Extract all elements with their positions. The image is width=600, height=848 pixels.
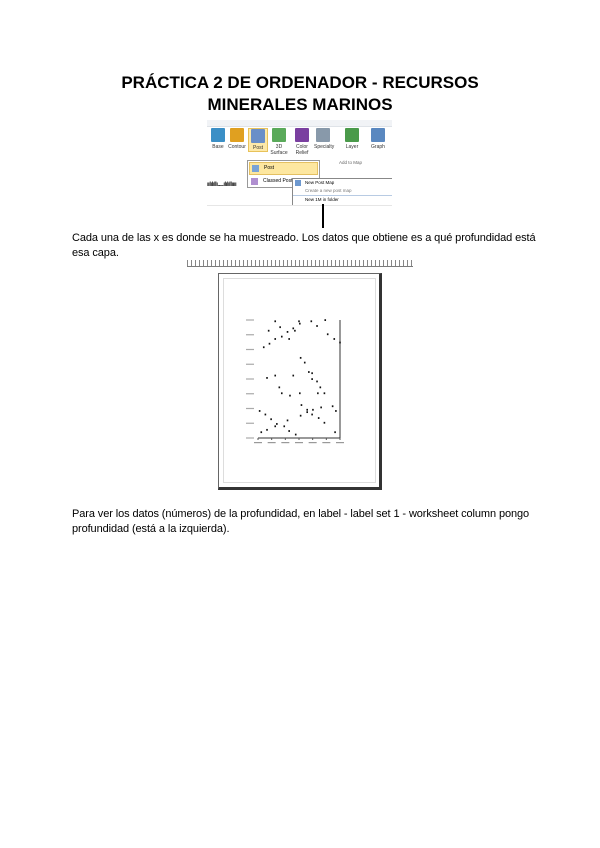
data-point [265, 414, 267, 416]
data-point [332, 405, 334, 407]
data-point [339, 342, 341, 344]
graph-icon [371, 128, 385, 142]
post-tooltip [292, 178, 392, 206]
ribbon-button-label: Specialty [314, 144, 335, 150]
data-point [274, 425, 276, 427]
data-point [268, 330, 270, 332]
data-point [333, 338, 335, 340]
data-point [289, 395, 291, 397]
x-tick-label [322, 442, 330, 443]
data-point [287, 420, 289, 422]
y-tick-label [246, 319, 254, 320]
data-point [274, 338, 276, 340]
data-point [259, 410, 261, 412]
ribbon-button-label: Contour [228, 144, 246, 150]
scatter-plot [219, 274, 379, 487]
tooltip-title: New Post Map [293, 179, 392, 187]
data-point [294, 330, 296, 332]
data-point [306, 411, 308, 413]
page-preview-frame [218, 273, 382, 490]
x-tick-label [295, 442, 303, 443]
data-point [335, 410, 337, 412]
y-tick-label [246, 334, 254, 335]
paragraph-1: Cada una de las x es donde se ha muestreado. Los datos que obtiene es a qué profundidad está esa capa. [72, 232, 536, 259]
ribbon-button-3d-surface[interactable] [270, 128, 288, 156]
ribbon-button-label: Layer [345, 144, 359, 150]
data-point [300, 357, 302, 359]
data-point [266, 429, 268, 431]
tooltip-description: Create a new post map [293, 187, 392, 196]
data-point [283, 425, 285, 427]
ribbon-button-base[interactable] [209, 128, 227, 150]
ribbon-group-label: Add to Map [339, 160, 363, 165]
data-point [279, 386, 281, 388]
x-tick-label [309, 442, 317, 443]
data-point [334, 431, 336, 433]
data-point [279, 326, 281, 328]
data-point [318, 417, 320, 419]
data-point [287, 331, 289, 333]
data-point [263, 346, 265, 348]
tooltip-footer: New 1M in folder [305, 197, 339, 202]
data-point [317, 392, 319, 394]
menu-item-post[interactable]: Post [249, 162, 318, 175]
post-icon [252, 165, 259, 172]
post-map-icon [295, 180, 301, 186]
data-point [301, 404, 303, 406]
data-point [299, 323, 301, 325]
data-point [266, 377, 268, 379]
data-point [320, 386, 322, 388]
pointer-line [322, 204, 324, 228]
y-tick-label [246, 364, 254, 365]
ribbon-button-contour[interactable] [228, 128, 246, 150]
data-point [269, 343, 271, 345]
data-point [299, 392, 301, 394]
data-point [327, 333, 329, 335]
data-point [311, 372, 313, 374]
data-point [316, 381, 318, 383]
color-relief-icon [295, 128, 309, 142]
post-map-icon [251, 129, 265, 143]
data-point [292, 327, 294, 329]
ribbon-button-color-relief[interactable] [293, 128, 311, 156]
y-tick-label [246, 378, 254, 379]
ribbon-button-label: Color Relief [295, 144, 309, 156]
y-tick-label [246, 423, 254, 424]
data-point [316, 325, 318, 327]
data-point [324, 392, 326, 394]
data-point [281, 336, 283, 338]
data-point [324, 422, 326, 424]
title-line-1: PRÁCTICA 2 DE ORDENADOR - RECURSOS [121, 73, 479, 92]
surface-icon [272, 128, 286, 142]
data-point [274, 320, 276, 322]
data-point [295, 434, 297, 436]
ruler-strip [187, 260, 413, 267]
y-tick-label [246, 393, 254, 394]
document-title [0, 72, 600, 116]
x-tick-label [336, 442, 344, 443]
data-point [292, 375, 294, 377]
ribbon-tab-strip [207, 120, 392, 127]
ribbon-button-label: Base [212, 144, 224, 150]
data-point [311, 320, 313, 322]
data-point [311, 378, 313, 380]
data-point [320, 407, 322, 409]
data-point [281, 392, 283, 394]
y-tick-label [246, 408, 254, 409]
data-point [298, 320, 300, 322]
menu-item-classed-post[interactable]: Classed Post [249, 176, 318, 187]
ribbon-button-label: Graph [371, 144, 385, 150]
ribbon-button-post[interactable] [248, 128, 268, 152]
x-tick-label [254, 442, 262, 443]
data-point [308, 371, 310, 373]
contour-map-icon [230, 128, 244, 142]
data-point [304, 362, 306, 364]
data-point [324, 319, 326, 321]
ribbon-button-graph[interactable] [369, 128, 387, 150]
ribbon-button-specialty[interactable] [314, 128, 335, 150]
data-point [260, 431, 262, 433]
data-point [270, 418, 272, 420]
data-point [288, 430, 290, 432]
classed-post-icon [251, 178, 258, 185]
specialty-icon [316, 128, 330, 142]
paragraph-2: Para ver los datos (números) de la profundidad, en label - label set 1 - worksheet column pongo profundidad (está a la izquierda). [72, 508, 530, 535]
data-point [276, 423, 278, 425]
data-point [311, 414, 313, 416]
ribbon-button-label: 3D Surface [270, 144, 288, 156]
data-point [300, 415, 302, 417]
ribbon-screenshot [207, 120, 392, 206]
data-point [306, 409, 308, 411]
data-point [274, 375, 276, 377]
ribbon-button-label: Post [252, 145, 263, 151]
data-point [312, 409, 314, 411]
data-point [288, 338, 290, 340]
y-tick-label [246, 437, 254, 438]
layer-icon [345, 128, 359, 142]
ribbon-button-layer[interactable] [343, 128, 361, 150]
title-line-2: MINERALES MARINOS [207, 95, 393, 114]
x-tick-label [268, 442, 276, 443]
base-map-icon [211, 128, 225, 142]
x-tick-label [281, 442, 289, 443]
ribbon-garbled-text: ıılılıllı.....ılılıllıııı [207, 182, 237, 188]
y-tick-label [246, 349, 254, 350]
